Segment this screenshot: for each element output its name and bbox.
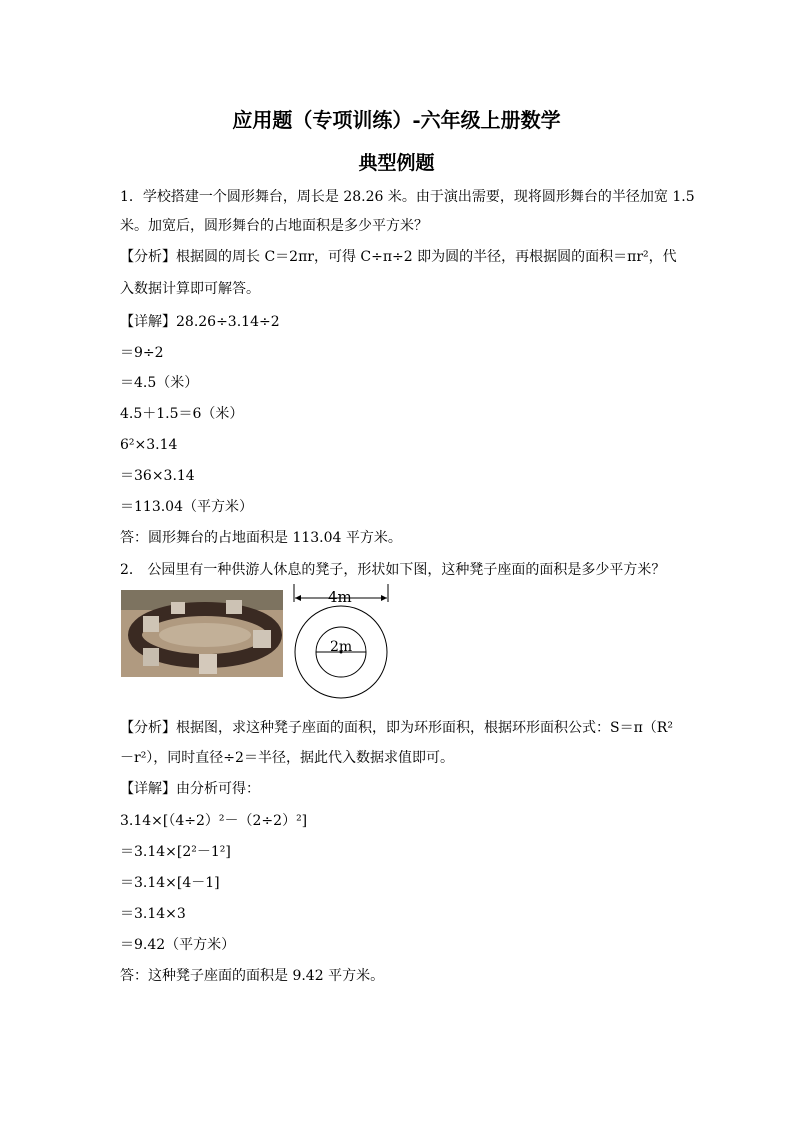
step-line: ＝36×3.14 xyxy=(120,468,195,484)
detail-1-heading: 【详解】28.26÷3.14÷2 xyxy=(120,314,280,330)
step-line: ＝3.14×[2²－1²] xyxy=(120,844,231,860)
page-title: 应用题（专项训练）-六年级上册数学 xyxy=(232,108,561,132)
inner-diameter-label: 2m xyxy=(330,639,353,655)
detail-2-heading: 【详解】由分析可得： xyxy=(120,781,260,797)
step-line: 4.5＋1.5＝6（米） xyxy=(120,406,244,422)
analysis-1-line-2: 入数据计算即可解答。 xyxy=(120,281,260,297)
outer-diameter-label: 4m xyxy=(328,588,352,606)
analysis-1-line-1: 【分析】根据圆的周长 C＝2πr，可得 C÷π÷2 即为圆的半径，再根据圆的面积＝πr²，代 xyxy=(120,249,677,265)
question-1-line-2: 米。加宽后，圆形舞台的占地面积是多少平方米？ xyxy=(120,218,428,234)
answer-1: 答：圆形舞台的占地面积是 113.04 平方米。 xyxy=(120,530,402,546)
step-line: ＝3.14×[4－1] xyxy=(120,875,220,891)
analysis-2-line-1: 【分析】根据图，求这种凳子座面的面积，即为环形面积，根据环形面积公式：S＝π（R² xyxy=(120,720,673,736)
question-2-line-1: 2． 公园里有一种供游人休息的凳子，形状如下图，这种凳子座面的面积是多少平方米？ xyxy=(120,562,666,578)
step-line: ＝4.5（米） xyxy=(120,375,199,391)
section-heading: 典型例题 xyxy=(358,152,435,174)
step-line: 3.14×[（4÷2）²－（2÷2）²] xyxy=(120,813,308,829)
answer-2: 答：这种凳子座面的面积是 9.42 平方米。 xyxy=(120,968,385,984)
step-line: ＝3.14×3 xyxy=(120,906,186,922)
step-line: 6²×3.14 xyxy=(120,437,178,453)
step-line: ＝9÷2 xyxy=(120,345,164,361)
step-line: ＝113.04（平方米） xyxy=(120,499,253,515)
analysis-2-line-2: －r²），同时直径÷2＝半径，据此代入数据求值即可。 xyxy=(120,750,454,766)
question-1-line-1: 1．学校搭建一个圆形舞台，周长是 28.26 米。由于演出需要，现将圆形舞台的半径加宽 1.5 xyxy=(120,189,695,205)
step-line: ＝9.42（平方米） xyxy=(120,937,236,953)
bench-photo xyxy=(121,590,283,677)
